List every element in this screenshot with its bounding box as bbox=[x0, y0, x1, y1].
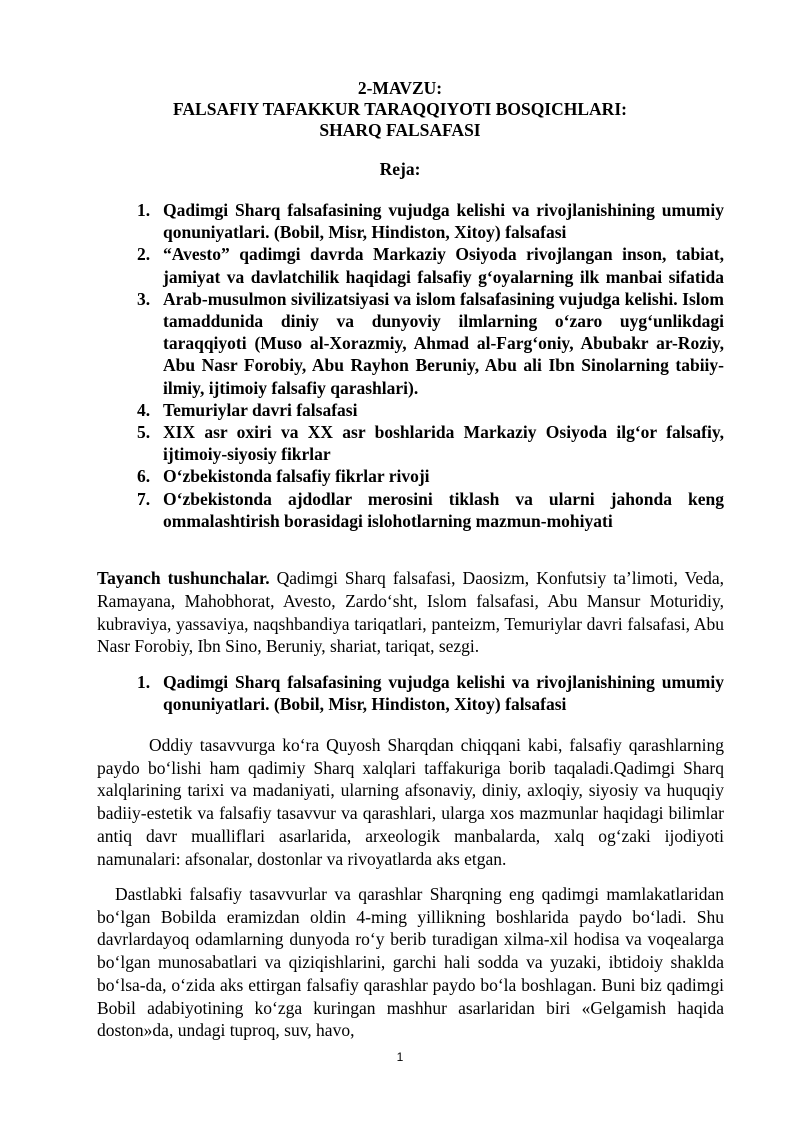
key-concepts-label: Tayanch tushunchalar. bbox=[97, 568, 270, 588]
section-title: Qadimgi Sharq falsafasining vujudga kelishi va rivojlanishining umumiy qonuniyatlari. (Bobil, Misr, Hindiston, Xitoy) falsafasi bbox=[163, 672, 724, 715]
key-concepts-paragraph bbox=[97, 567, 724, 658]
plan-item-number: 6. bbox=[137, 466, 151, 487]
plan-item-text: Qadimgi Sharq falsafasining vujudga kelishi va rivojlanishining umumiy qonuniyatlari. (Bobil, Misr, Hindiston, Xitoy) falsafasi bbox=[163, 200, 724, 243]
key-concepts-text: Qadimgi Sharq falsafasi, Daosizm, Konfutsiy ta’limoti, Veda, Ramayana, Mahobhorat, Avesto, Zardo‘sht, Islom falsafasi, Abu Mansur Moturidiy, kubraviya, yassaviya, naqshbandiya tariqatlari, panteizm, Temuriylar davri falsafasi, Abu Nasr Forobiy, Ibn Sino, Beruniy, shariat, tariqat, sezgi. bbox=[97, 568, 725, 657]
topic-subtitle: SHARQ FALSAFASI bbox=[319, 120, 481, 140]
plan-item-number: 5. bbox=[137, 422, 151, 443]
section-heading bbox=[137, 671, 724, 715]
plan-item-text: XIX asr oxiri va XX asr boshlarida Markaziy Osiyoda ilg‘or falsafiy, ijtimoiy-siyosiy fikrlar bbox=[163, 422, 724, 465]
plan-list bbox=[137, 199, 724, 532]
topic-header bbox=[0, 78, 800, 141]
topic-title: FALSAFIY TAFAKKUR TARAQQIYOTI BOSQICHLARI: bbox=[173, 99, 627, 119]
plan-item-text: Arab-musulmon sivilizatsiyasi va islom falsafasining vujudga kelishi. Islom tamaddunida diniy va dunyoviy ilmlarning o‘zaro uyg‘unlikdagi taraqqiyoti (Muso al-Xorazmiy, Ahmad al-Farg‘oniy, Abubakr ar-Roziy, Abu Nasr Forobiy, Abu Rayhon Beruniy, Abu ali Ibn Sinolarning tabiiy-ilmiy, ijtimoiy falsafiy qarashlari). bbox=[163, 288, 724, 398]
plan-item bbox=[137, 199, 724, 243]
plan-item-text: “Avesto” qadimgi davrda Markaziy Osiyoda rivojlangan inson, tabiat, jamiyat va davlatchilik haqidagi falsafiy g‘oyalarning ilk manbai sifatida bbox=[163, 244, 724, 287]
plan-item bbox=[137, 243, 724, 287]
plan-item-text: Temuriylar davri falsafasi bbox=[163, 399, 358, 420]
body-paragraph: Dastlabki falsafiy tasavvurlar va qarashlar Sharqning eng qadimgi mamlakatlaridan bo‘lgan Bobilda eramizdan oldin 4-ming yillikning boshlarida paydo bo‘ladi. Shu davrlardayoq odamlarning dunyoda ro‘y berib turadigan xilma-xil hodisa va voqealarga bo‘lgan munosabatlari va qiziqishlarini, garchi hali sodda va yuzaki, ibtidoiy shaklda bo‘lsa-da, o‘zida aks ettirgan falsafiy qarashlar paydo bo‘la boshlagan. Buni biz qadimgi Bobil adabiyotining ko‘zga kuringan mashhur asarlaridan biri «Gelgamish haqida doston»da, undagi tuproq, suv, havo, bbox=[97, 884, 724, 1041]
plan-item bbox=[137, 399, 724, 421]
plan-item-number: 2. bbox=[137, 244, 151, 265]
plan-item bbox=[137, 421, 724, 465]
plan-item-number: 3. bbox=[137, 288, 151, 309]
plan-item-text: O‘zbekistonda falsafiy fikrlar rivoji bbox=[163, 466, 430, 487]
page-number: 1 bbox=[396, 1050, 404, 1064]
plan-item-number: 4. bbox=[137, 399, 151, 420]
plan-heading: Reja: bbox=[379, 159, 421, 179]
section-number: 1. bbox=[137, 672, 151, 692]
topic-number: 2-MAVZU: bbox=[357, 78, 443, 98]
plan-item-number: 7. bbox=[137, 488, 151, 509]
plan-item-text: O‘zbekistonda ajdodlar merosini tiklash va ularni jahonda keng ommalashtirish borasidagi islohotlarning mazmun-mohiyati bbox=[163, 488, 724, 531]
plan-item bbox=[137, 288, 724, 399]
body-paragraph: Oddiy tasavvurga ko‘ra Quyosh Sharqdan chiqqani kabi, falsafiy qarashlarning paydo bo‘lishi ham qadimiy Sharq xalqlari taffakuriga borib taqaladi.Qadimgi Sharq xalqlarining tarixi va madaniyati, ularning afsonaviy, diniy, axloqiy, siyosiy va huquqiy badiiy-estetik va falsafiy tasavvur va qarashlari, ularga xos mazmunlar haqidagi bilimlar antiq davr mualliflari asarlarida, arxeologik manbalarda, xalq og‘zaki ijodiyoti namunalari: afsonalar, dostonlar va rivoyatlarda aks etgan. bbox=[97, 735, 724, 869]
plan-item bbox=[137, 488, 724, 532]
plan-item-number: 1. bbox=[137, 200, 151, 220]
plan-item bbox=[137, 465, 724, 487]
